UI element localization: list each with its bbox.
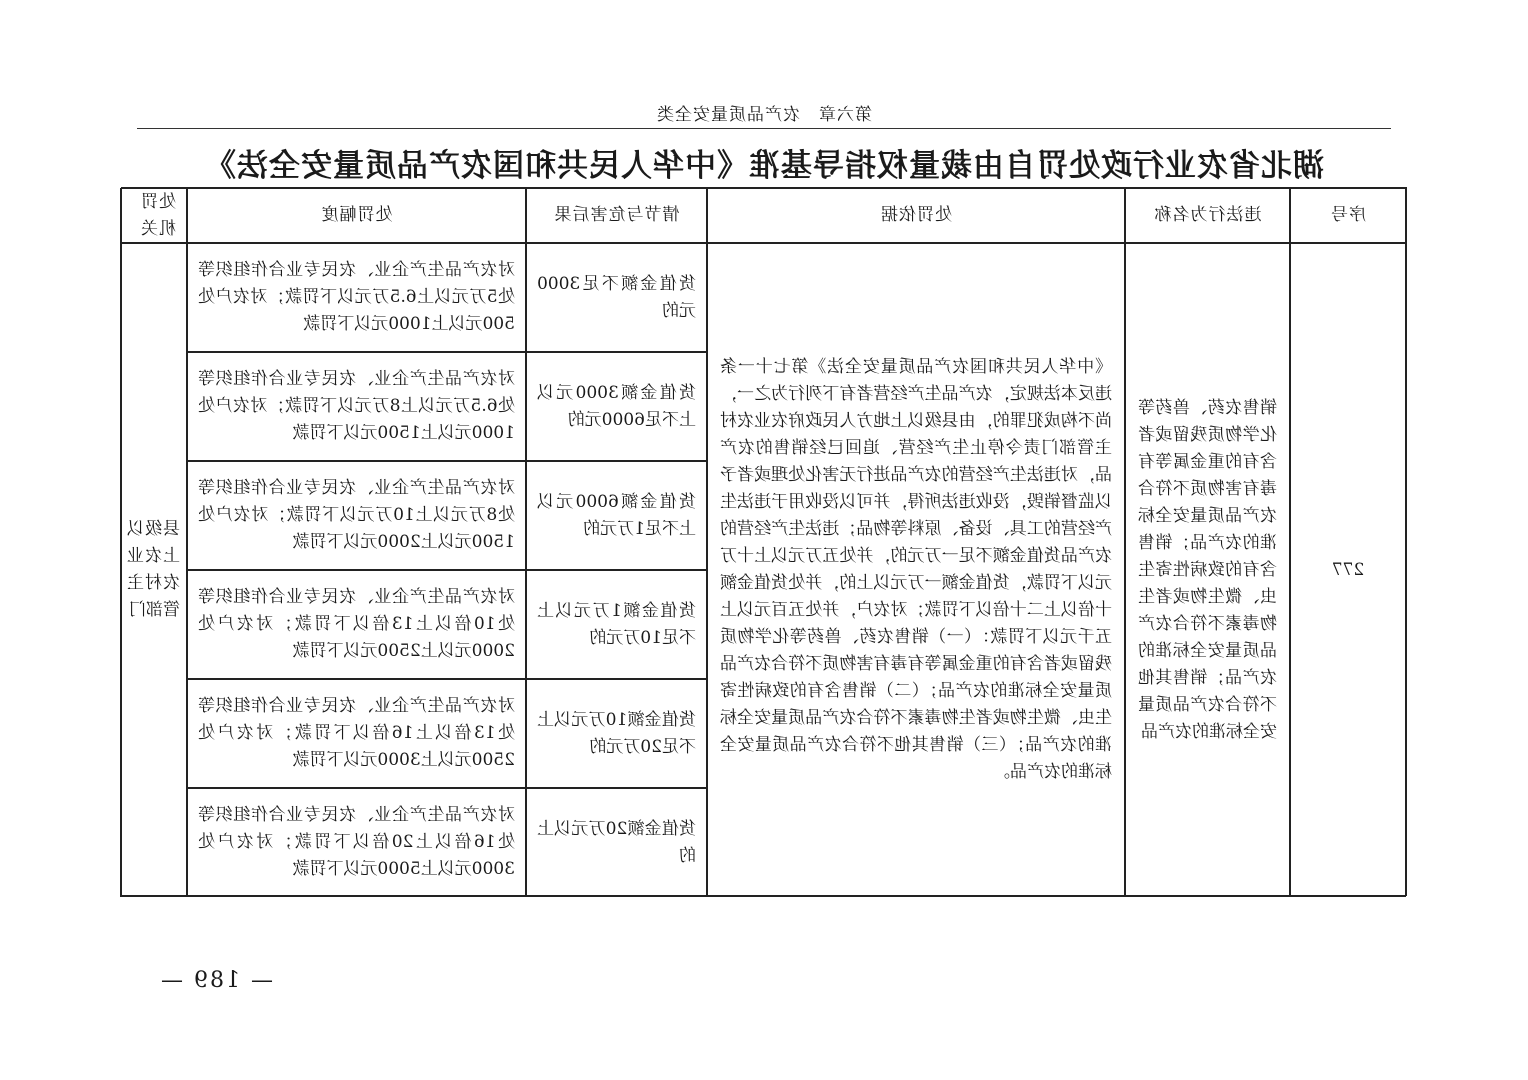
row-seq bbox=[1290, 243, 1406, 897]
tier-4-circumstance-text: 货值金额1万元以上不足10万元的 bbox=[537, 600, 696, 648]
tier-5-range-text: 对农产品生产企业、农民专业合作组织等处13倍以上16倍以下罚款；对农户处2500元以上3000元以下罚款 bbox=[198, 696, 515, 770]
tier-2-range bbox=[187, 352, 526, 461]
tier-5-circumstance-text: 货值金额10万元以上不足20万元的 bbox=[537, 709, 696, 757]
penalty-basis-text: 《中华人民共和国农产品质量安全法》第七十一条 违反本法规定，农产品生产经营者有下列行为之一，尚不构成犯罪的，由县级以上地方人民政府农业农村主管部门责令停止生产经营、追回已经销售的农产品，对违法生产经营的农产品进行无害化处理或者予以监督销毁，没收违法所得，并可以没收用于违法生产经营的工具、设备、原料等物品；违法生产经营的农产品货值金额不足一万元的，并处五万元以上十万元以下罚款，货值金额一万元以上的，并处货值金额十倍以上二十倍以下罚款；对农户，并处五百元以上五千元以下罚款：（一）销售农药、兽药等化学物质残留或者含有的重金属等有毒有害物质不符合农产品质量安全标准的农产品；（二）销售含有的致病性寄生虫、微生物或者生物毒素不符合农产品质量安全标准的农产品；（三）销售其他不符合农产品质量安全标准的农产品。 bbox=[720, 357, 1112, 782]
col-header-seq: 序号 bbox=[1290, 188, 1406, 243]
col-header-circumstance: 情节与危害后果 bbox=[526, 188, 707, 243]
penalty-table bbox=[121, 187, 1407, 896]
page-number: — 189 — bbox=[159, 968, 273, 993]
tier-1-range-text: 对农产品生产企业、农民专业合作组织等处5万元以上6.5万元以下罚款；对农户处500元以上1000元以下罚款 bbox=[198, 260, 515, 334]
penalty-authority-cell bbox=[120, 243, 187, 897]
col-header-basis: 处罚依据 bbox=[707, 188, 1125, 243]
tier-6-range bbox=[187, 788, 526, 897]
tier-4-range bbox=[187, 570, 526, 679]
tier-3-range-text: 对农产品生产企业、农民专业合作组织等处8万元以上10万元以下罚款；对农户处1500元以上2000元以下罚款 bbox=[198, 478, 515, 552]
tier-2-range-text: 对农产品生产企业、农民专业合作组织等处6.5万元以上8万元以下罚款；对农户处1000元以上1500元以下罚款 bbox=[198, 369, 515, 443]
violation-name-text: 销售农药、兽药等化学物质残留或者含有的重金属等有毒有害物质不符合农产品质量安全标准的农产品；销售含有的致病性寄生虫、微生物或者生物毒素不符合农产品质量安全标准的农产品；销售其他不符合农产品质量安全标准的农产品 bbox=[1138, 397, 1277, 742]
tier-6-range-text: 对农产品生产企业、农民专业合作组织等处16倍以上20倍以下罚款；对农户处3000元以上5000元以下罚款 bbox=[198, 805, 515, 879]
violation-name-cell bbox=[1125, 243, 1290, 897]
tier-3-range bbox=[187, 461, 526, 570]
tier-6-circumstance bbox=[526, 788, 707, 897]
tier-5-range bbox=[187, 679, 526, 788]
tier-6-circumstance-text: 货值金额20万元以上的 bbox=[537, 818, 696, 866]
row-seq-text: 277 bbox=[1331, 559, 1365, 580]
tier-5-circumstance bbox=[526, 679, 707, 788]
page-title: 湖北省农业行政处罚自由裁量权指导基准《中华人民共和国农产品质量安全法》 bbox=[204, 148, 1324, 184]
tier-3-circumstance bbox=[526, 461, 707, 570]
col-header-authority: 处罚机关 bbox=[120, 188, 187, 243]
tier-1-circumstance bbox=[526, 243, 707, 352]
tier-1-circumstance-text: 货值金额不足3000元的 bbox=[537, 273, 696, 321]
col-header-name: 违法行为名称 bbox=[1125, 188, 1290, 243]
col-header-range: 处罚幅度 bbox=[187, 188, 526, 243]
tier-4-circumstance bbox=[526, 570, 707, 679]
tier-2-circumstance bbox=[526, 352, 707, 461]
tier-2-circumstance-text: 货值金额3000元以上不足6000元的 bbox=[537, 382, 696, 430]
chapter-header: 第六章 农产品质量安全类 bbox=[656, 105, 872, 125]
tier-4-range-text: 对农产品生产企业、农民专业合作组织等处10倍以上13倍以下罚款；对农户处2000元以上2500元以下罚款 bbox=[198, 587, 515, 661]
penalty-basis-cell bbox=[707, 243, 1125, 897]
penalty-authority-text: 县级以上农业农村主管部门 bbox=[127, 519, 180, 620]
tier-3-circumstance-text: 货值金额6000元以上不足1万元的 bbox=[537, 491, 696, 539]
header-rule bbox=[137, 128, 1391, 129]
tier-1-range bbox=[187, 243, 526, 352]
